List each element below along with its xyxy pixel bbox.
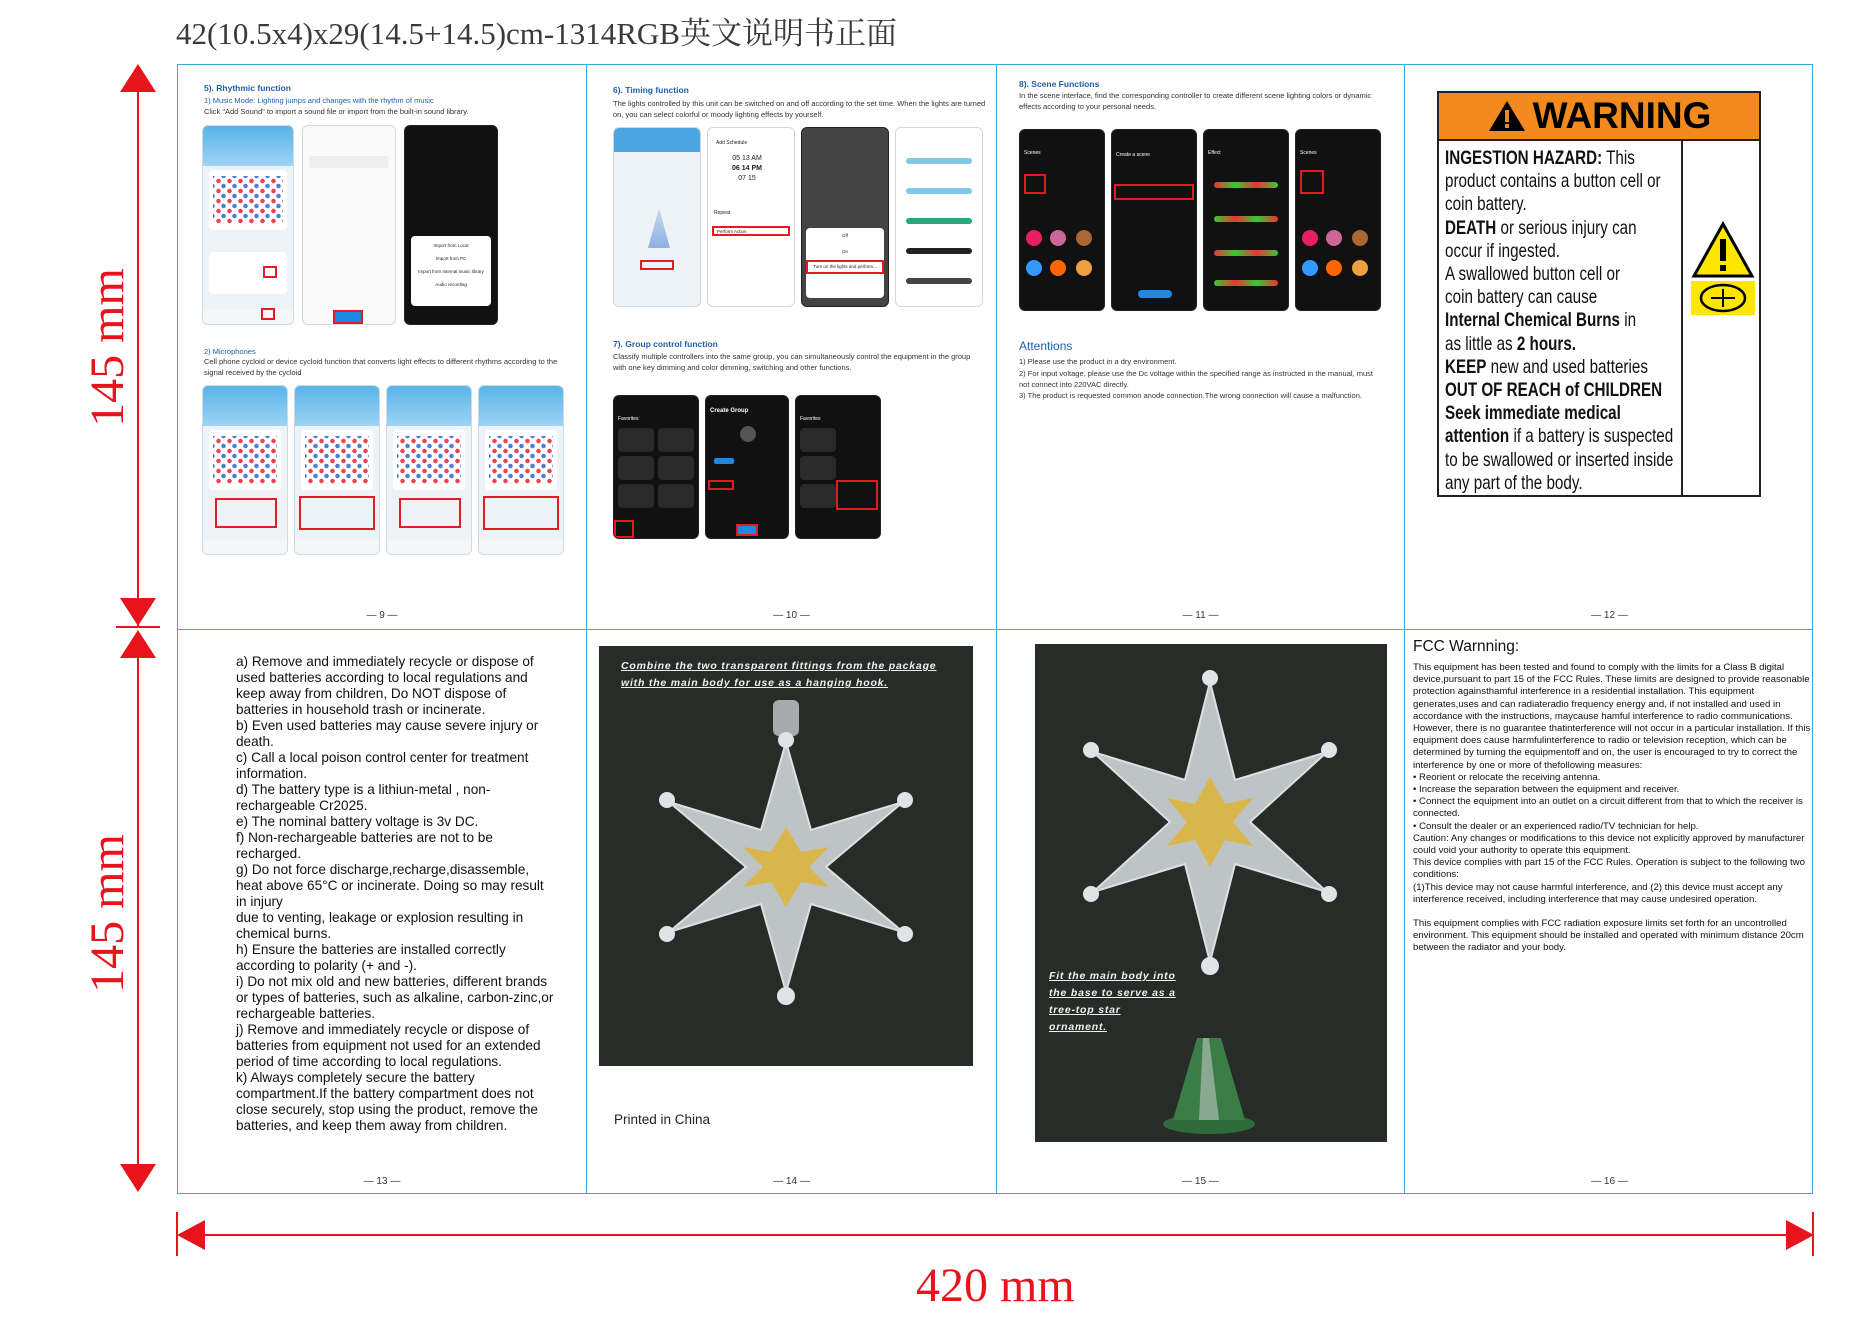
fcc-statement [1413,662,1813,955]
document-title: 42(10.5x4)x29(14.5+14.5)cm-1314RGB英文说明书正面 [176,16,897,51]
section-title: 5). Rhythmic function [204,83,291,93]
phone-screenshot [404,125,498,325]
phone-screenshot [386,385,472,555]
list-item: f) Non-rechargeable batteries are not to be recharged. [236,830,493,861]
phone-screenshot: Create Group [705,395,789,539]
dimension-line-bottom [137,650,139,1180]
warning-line: product contains a button cell or [1445,170,1661,193]
star-ornament-image [1057,652,1363,1012]
fcc-paragraph: • Reorient or relocate the receiving antenna. [1413,771,1601,783]
dimension-tick [176,1212,178,1256]
warning-line: OUT OF REACH of CHILDREN [1445,379,1663,402]
fcc-paragraph [1413,906,1813,918]
list-item: i) Do not mix old and new batteries, different brands or types of batteries, such as alkaline, carbon-zinc,or rechargeable batteries. [236,974,554,1021]
warning-line: Internal Chemical Burns in [1445,309,1637,332]
section-title: 7). Group control function [613,339,718,349]
phone-screenshot [202,385,288,555]
panel-page-9 [178,65,586,629]
warning-line: INGESTION HAZARD: This [1445,147,1635,169]
arrow-left-icon [177,1220,205,1250]
dimension-tick [116,626,160,628]
menu-item[interactable]: Audio recording [435,282,467,287]
attention-item: 2) For input voltage, please use the Dc voltage within the specified range as instructed in the manual, must not connect into 220VAC directly. [1019,369,1373,389]
warning-line: any part of the body. [1445,471,1583,494]
repeat-label: Repeat [714,210,731,216]
warning-line: attention if a battery is suspected [1445,425,1674,448]
photo-caption: Fit the main body into the base to serve as a tree-top star ornament. [1049,970,1176,1033]
list-item: h) Ensure the batteries are installed correctly according to polarity (+ and -). [236,942,506,973]
section-text: The lights controlled by this unit can be switched on and off according to the set time. When the lights are turned on, you can select colorful or moody lighting effects by yourself. [613,99,986,119]
phone-screenshot: Favorites [613,395,699,539]
section-text: In the scene interface, find the corresponding controller to create different scene lighting colors or dynamic effects according to your personal needs. [1019,91,1372,111]
arrow-down-icon [120,1164,156,1192]
arrow-right-icon [1786,1220,1814,1250]
list-item: e) The nominal battery voltage is 3v DC. [236,814,479,829]
coin-battery-icon [1691,281,1755,315]
warning-label [1437,91,1761,497]
warning-line: A swallowed button cell or [1445,263,1621,286]
fcc-paragraph: • Consult the dealer or an experienced radio/TV technician for help. [1413,820,1699,832]
dimension-label-bottom: 145 mm [80,834,134,993]
phone-screenshot: Add Schedule 05 13 AM 06 14 PM 07 15 Repeat Perform Action [707,127,795,307]
section-text: Classify multiple controllers into the same group, you can simultaneously control the equipment in the group with one key dimming and color dimming, switching and other functions. [613,352,971,372]
photo-caption: Combine the two transparent fittings from the package with the main body for use as a hanging hook. [621,660,937,689]
hazard-triangle-icon [1691,221,1755,279]
page-number: — 10 — [773,610,810,621]
section-subtitle: 1) Music Mode: Lighting jumps and changes with the rhythm of music [204,96,434,105]
warning-line: coin battery. [1445,193,1527,216]
attentions-title: Attentions [1019,339,1073,353]
list-item: b) Even used batteries may cause severe injury or death. [236,718,539,749]
arrow-up-icon [120,64,156,92]
warning-line: occur if ingested. [1445,239,1560,262]
phone-screenshot: Scenes [1019,129,1105,311]
panel-page-14 [587,630,996,1195]
fcc-paragraph: This equipment has been tested and found to comply with the limits for a Class B digital device,pursuant to part 15 of the FCC Rules. These limits are designed to provide reasonable protection againsthamful interference in a residential installation. This equipment generates,uses and can radiateradio frequency energy and, if not installed and used in accordance with the instructions, maycause hamful interference to radio communications. However, there is no guarantee thatinterference will not occur in a particular installation. If this equipment does cause harmfulinterference to radio or television reception, which can be determined by turning the equipmentoff and on, the user is encouraged to try to correct the interference by one or more of thefollowing measures: [1413,662,1811,771]
page-number: — 11 — [1182,610,1219,621]
panel-page-16 [1405,630,1814,1195]
list-item: a) Remove and immediately recycle or dispose of used batteries according to local regulations and keep away from children, Do NOT dispose of batteries in household trash or incinerate. [236,654,534,717]
phone-screenshot [302,125,396,325]
warning-text [1445,147,1679,495]
warning-line: coin battery can cause [1445,286,1598,309]
list-item: d) The battery type is a lithiun-metal , non-rechargeable Cr2025. [236,782,491,813]
section-title: 6). Timing function [613,85,689,95]
list-item: c) Call a local poison control center for treatment information. [236,750,529,781]
warning-line: as little as 2 hours. [1445,332,1577,355]
phone-screenshot [895,127,983,307]
perform-action-row[interactable]: Perform Action [712,226,790,236]
list-item: j) Remove and immediately recycle or dispose of batteries from equipment not used for an extended period of time according to local regulations. [236,1022,541,1069]
phone-screenshot: Effect [1203,129,1289,311]
page-number: — 16 — [1591,1176,1628,1187]
phone-screenshot [294,385,380,555]
section-title: 8). Scene Functions [1019,79,1100,89]
list-item: k) Always completely secure the battery compartment.If the battery compartment does not close securely, stop using the product, remove the batteries, and keep them away from children. [236,1070,538,1133]
panel-page-13 [178,630,586,1195]
product-photo-base [1035,644,1387,1142]
fcc-title: FCC Warnning: [1413,638,1520,655]
dimension-tick [1812,1212,1814,1256]
panel-page-15 [997,630,1404,1195]
warning-triangle-icon [1487,99,1527,133]
attention-item: 1) Please use the product in a dry environment. [1019,357,1177,366]
dimension-line-width [180,1234,1800,1236]
phone-screenshot: Favorites [795,395,881,539]
dimension-line-top [137,78,139,626]
warning-line: Seek immediate medical [1445,402,1621,425]
panel-page-11 [997,65,1404,629]
fcc-paragraph: Caution: Any changes or modifications to this device not explicitly approved by manufacturer could void your authority to operate this equipment. [1413,832,1805,857]
product-photo-hook [599,646,973,1066]
warning-line: to be swallowed or inserted inside [1445,448,1674,471]
fcc-paragraph: (1)This device may not cause harmful interference, and (2) this device must accept any interference received, including interference that may cause undesired operation. [1413,881,1783,905]
battery-safety-list [236,654,556,1134]
list-item: g) Do not force discharge,recharge,disassemble, heat above 65°C or incinerate. Doing so may result in injury [236,862,544,909]
phone-screenshot [613,127,701,307]
menu-item[interactable]: Import from PC [435,256,467,261]
fcc-paragraph: This equipment complies with FCC radiation exposure limits set forth for an uncontrolled environment. This equipment should be installed and operated with minimum distance 20cm between the radiator and your body. [1413,918,1804,954]
fcc-paragraph: • Connect the equipment into an outlet on a circuit different from that to which the receiver is connected. [1413,796,1803,820]
phone-screenshot: Create a scene [1111,129,1197,311]
leaflet-sheet [177,64,1813,1194]
page-number: — 13 — [363,1176,401,1187]
phone-screenshot [478,385,564,555]
section-text: Click "Add Sound" to import a sound file or import from the built-in sound library. [204,107,469,116]
warning-line: DEATH or serious injury can [1445,216,1637,239]
phone-screenshot: Scenes [1295,129,1381,311]
fcc-paragraph: This device complies with part 15 of the FCC Rules. Operation is subject to the following two conditions: [1413,857,1805,881]
list-item: due to venting, leakage or explosion resulting in chemical burns. [236,910,524,941]
section-text: Cell phone cycloid or device cycloid function that converts light effects to different rhythms according to the signal received by the cycloid [204,357,558,377]
add-schedule-label: Add Schedule [716,140,748,146]
dimension-label-width: 420 mm [916,1259,1075,1312]
dimension-label-top: 145 mm [80,268,134,427]
fcc-paragraph: • Increase the separation between the equipment and receiver. [1413,784,1680,796]
phone-screenshot: Off On Turn on the lights and perform... [801,127,889,307]
phone-screenshot [202,125,294,325]
warning-header: WARNING [1439,93,1759,141]
menu-item[interactable]: Import from Internal music library [418,269,484,274]
page-number: — 15 — [1182,1176,1219,1187]
panel-page-10 [587,65,996,629]
star-ornament-image [633,692,939,1052]
section-subtitle: 2) Microphones [204,347,256,356]
printed-in-china: Printed in China [614,1112,711,1127]
page-number: — 12 — [1591,610,1628,621]
star-base-image [1159,1032,1259,1136]
warning-line: KEEP new and used batteries [1445,355,1648,378]
attention-item: 3) The product is requested common anode connection.The wrong connection will cause a malfunction. [1019,391,1362,400]
menu-item[interactable]: Import from Local [433,243,469,248]
page-number: — 9 — [366,610,398,621]
page-number: — 14 — [773,1176,810,1187]
panel-page-12 [1405,65,1814,629]
arrow-down-icon [120,598,156,626]
